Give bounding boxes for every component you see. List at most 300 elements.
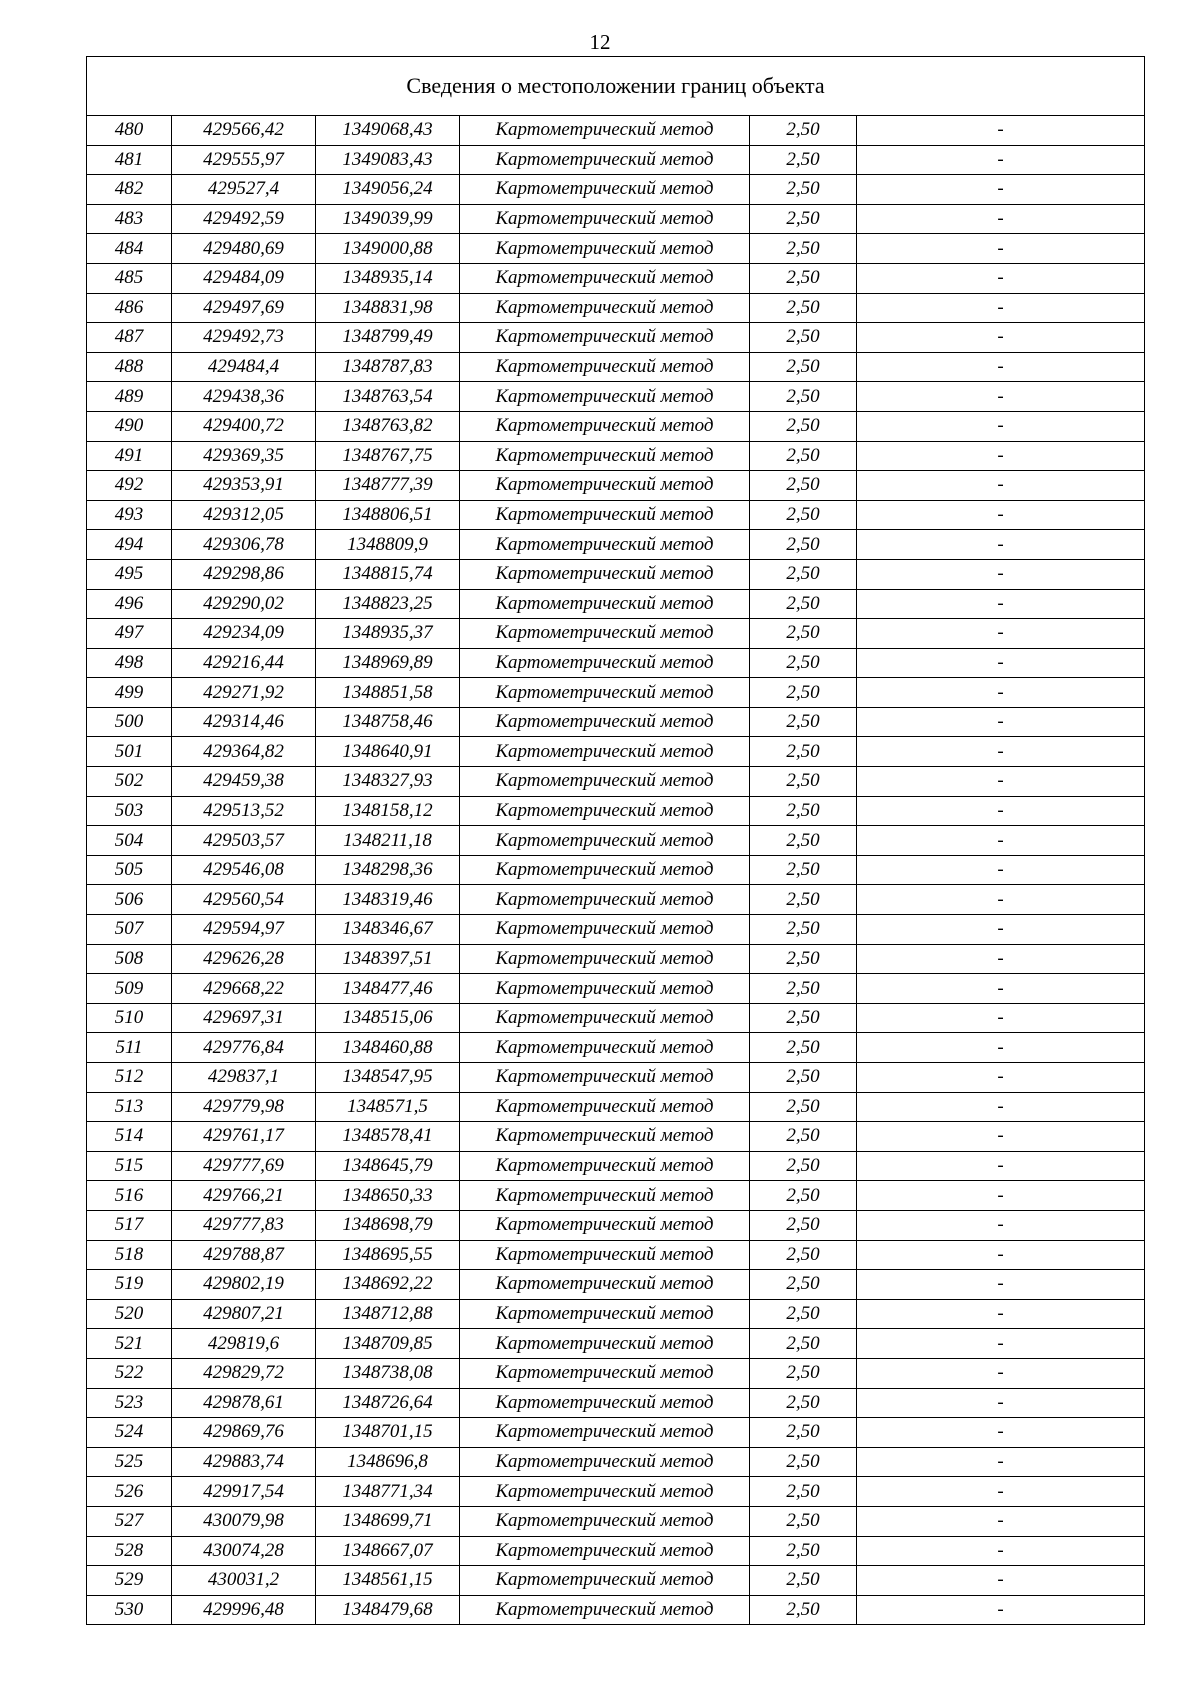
accuracy-cell: 2,50 bbox=[750, 263, 857, 293]
method-cell: Картометрический метод bbox=[460, 678, 750, 708]
method-cell: Картометрический метод bbox=[460, 1299, 750, 1329]
x-coordinate-cell: 430074,28 bbox=[172, 1536, 316, 1566]
description-cell: - bbox=[857, 619, 1145, 649]
method-cell: Картометрический метод bbox=[460, 1210, 750, 1240]
accuracy-cell: 2,50 bbox=[750, 1003, 857, 1033]
table-row bbox=[87, 885, 1145, 915]
accuracy-cell: 2,50 bbox=[750, 1033, 857, 1063]
method-cell: Картометрический метод bbox=[460, 1477, 750, 1507]
point-number-cell: 522 bbox=[87, 1358, 172, 1388]
method-cell: Картометрический метод bbox=[460, 1181, 750, 1211]
table-row bbox=[87, 915, 1145, 945]
method-cell: Картометрический метод bbox=[460, 1151, 750, 1181]
x-coordinate-cell: 430079,98 bbox=[172, 1506, 316, 1536]
x-coordinate-cell: 429697,31 bbox=[172, 1003, 316, 1033]
description-cell: - bbox=[857, 1240, 1145, 1270]
x-coordinate-cell: 429353,91 bbox=[172, 471, 316, 501]
point-number-cell: 481 bbox=[87, 145, 172, 175]
y-coordinate-cell: 1348823,25 bbox=[316, 589, 460, 619]
accuracy-cell: 2,50 bbox=[750, 204, 857, 234]
x-coordinate-cell: 429306,78 bbox=[172, 530, 316, 560]
accuracy-cell: 2,50 bbox=[750, 1418, 857, 1448]
table-row bbox=[87, 737, 1145, 767]
description-cell: - bbox=[857, 1506, 1145, 1536]
description-cell: - bbox=[857, 471, 1145, 501]
method-cell: Картометрический метод bbox=[460, 530, 750, 560]
x-coordinate-cell: 429788,87 bbox=[172, 1240, 316, 1270]
y-coordinate-cell: 1348771,34 bbox=[316, 1477, 460, 1507]
table-row bbox=[87, 1477, 1145, 1507]
y-coordinate-cell: 1348692,22 bbox=[316, 1270, 460, 1300]
y-coordinate-cell: 1349000,88 bbox=[316, 234, 460, 264]
method-cell: Картометрический метод bbox=[460, 826, 750, 856]
y-coordinate-cell: 1348158,12 bbox=[316, 796, 460, 826]
description-cell: - bbox=[857, 1092, 1145, 1122]
y-coordinate-cell: 1348696,8 bbox=[316, 1447, 460, 1477]
method-cell: Картометрический метод bbox=[460, 796, 750, 826]
method-cell: Картометрический метод bbox=[460, 352, 750, 382]
point-number-cell: 526 bbox=[87, 1477, 172, 1507]
accuracy-cell: 2,50 bbox=[750, 1358, 857, 1388]
accuracy-cell: 2,50 bbox=[750, 1151, 857, 1181]
x-coordinate-cell: 429626,28 bbox=[172, 944, 316, 974]
accuracy-cell: 2,50 bbox=[750, 737, 857, 767]
description-cell: - bbox=[857, 944, 1145, 974]
x-coordinate-cell: 429869,76 bbox=[172, 1418, 316, 1448]
table-row bbox=[87, 678, 1145, 708]
description-cell: - bbox=[857, 1299, 1145, 1329]
method-cell: Картометрический метод bbox=[460, 737, 750, 767]
method-cell: Картометрический метод bbox=[460, 855, 750, 885]
description-cell: - bbox=[857, 441, 1145, 471]
table-row bbox=[87, 1299, 1145, 1329]
y-coordinate-cell: 1348298,36 bbox=[316, 855, 460, 885]
method-cell: Картометрический метод bbox=[460, 145, 750, 175]
accuracy-cell: 2,50 bbox=[750, 500, 857, 530]
point-number-cell: 480 bbox=[87, 116, 172, 146]
method-cell: Картометрический метод bbox=[460, 915, 750, 945]
table-row bbox=[87, 1388, 1145, 1418]
description-cell: - bbox=[857, 530, 1145, 560]
point-number-cell: 524 bbox=[87, 1418, 172, 1448]
point-number-cell: 518 bbox=[87, 1240, 172, 1270]
y-coordinate-cell: 1348698,79 bbox=[316, 1210, 460, 1240]
accuracy-cell: 2,50 bbox=[750, 559, 857, 589]
method-cell: Картометрический метод bbox=[460, 116, 750, 146]
table-row bbox=[87, 263, 1145, 293]
point-number-cell: 521 bbox=[87, 1329, 172, 1359]
table-row bbox=[87, 1033, 1145, 1063]
method-cell: Картометрический метод bbox=[460, 441, 750, 471]
point-number-cell: 492 bbox=[87, 471, 172, 501]
description-cell: - bbox=[857, 885, 1145, 915]
description-cell: - bbox=[857, 767, 1145, 797]
table-row bbox=[87, 145, 1145, 175]
x-coordinate-cell: 429555,97 bbox=[172, 145, 316, 175]
method-cell: Картометрический метод bbox=[460, 1063, 750, 1093]
table-row bbox=[87, 1536, 1145, 1566]
point-number-cell: 489 bbox=[87, 382, 172, 412]
table-row bbox=[87, 352, 1145, 382]
method-cell: Картометрический метод bbox=[460, 1506, 750, 1536]
accuracy-cell: 2,50 bbox=[750, 1122, 857, 1152]
point-number-cell: 529 bbox=[87, 1566, 172, 1596]
method-cell: Картометрический метод bbox=[460, 234, 750, 264]
y-coordinate-cell: 1348650,33 bbox=[316, 1181, 460, 1211]
method-cell: Картометрический метод bbox=[460, 204, 750, 234]
x-coordinate-cell: 429484,09 bbox=[172, 263, 316, 293]
description-cell: - bbox=[857, 648, 1145, 678]
point-number-cell: 486 bbox=[87, 293, 172, 323]
y-coordinate-cell: 1348935,14 bbox=[316, 263, 460, 293]
point-number-cell: 487 bbox=[87, 323, 172, 353]
accuracy-cell: 2,50 bbox=[750, 411, 857, 441]
point-number-cell: 513 bbox=[87, 1092, 172, 1122]
table-row bbox=[87, 1418, 1145, 1448]
description-cell: - bbox=[857, 737, 1145, 767]
table-row bbox=[87, 826, 1145, 856]
accuracy-cell: 2,50 bbox=[750, 648, 857, 678]
accuracy-cell: 2,50 bbox=[750, 707, 857, 737]
point-number-cell: 519 bbox=[87, 1270, 172, 1300]
x-coordinate-cell: 429364,82 bbox=[172, 737, 316, 767]
description-cell: - bbox=[857, 234, 1145, 264]
description-cell: - bbox=[857, 293, 1145, 323]
description-cell: - bbox=[857, 1151, 1145, 1181]
y-coordinate-cell: 1348460,88 bbox=[316, 1033, 460, 1063]
description-cell: - bbox=[857, 204, 1145, 234]
accuracy-cell: 2,50 bbox=[750, 1388, 857, 1418]
table-row bbox=[87, 1151, 1145, 1181]
method-cell: Картометрический метод bbox=[460, 1418, 750, 1448]
point-number-cell: 520 bbox=[87, 1299, 172, 1329]
method-cell: Картометрический метод bbox=[460, 500, 750, 530]
description-cell: - bbox=[857, 1003, 1145, 1033]
description-cell: - bbox=[857, 323, 1145, 353]
description-cell: - bbox=[857, 263, 1145, 293]
point-number-cell: 514 bbox=[87, 1122, 172, 1152]
point-number-cell: 497 bbox=[87, 619, 172, 649]
table-row bbox=[87, 1122, 1145, 1152]
point-number-cell: 512 bbox=[87, 1063, 172, 1093]
accuracy-cell: 2,50 bbox=[750, 293, 857, 323]
description-cell: - bbox=[857, 382, 1145, 412]
accuracy-cell: 2,50 bbox=[750, 1299, 857, 1329]
method-cell: Картометрический метод bbox=[460, 974, 750, 1004]
point-number-cell: 491 bbox=[87, 441, 172, 471]
point-number-cell: 484 bbox=[87, 234, 172, 264]
accuracy-cell: 2,50 bbox=[750, 619, 857, 649]
y-coordinate-cell: 1348547,95 bbox=[316, 1063, 460, 1093]
method-cell: Картометрический метод bbox=[460, 648, 750, 678]
description-cell: - bbox=[857, 589, 1145, 619]
x-coordinate-cell: 429438,36 bbox=[172, 382, 316, 412]
accuracy-cell: 2,50 bbox=[750, 944, 857, 974]
y-coordinate-cell: 1348397,51 bbox=[316, 944, 460, 974]
method-cell: Картометрический метод bbox=[460, 382, 750, 412]
x-coordinate-cell: 429668,22 bbox=[172, 974, 316, 1004]
method-cell: Картометрический метод bbox=[460, 471, 750, 501]
method-cell: Картометрический метод bbox=[460, 1329, 750, 1359]
y-coordinate-cell: 1348758,46 bbox=[316, 707, 460, 737]
y-coordinate-cell: 1348699,71 bbox=[316, 1506, 460, 1536]
method-cell: Картометрический метод bbox=[460, 707, 750, 737]
point-number-cell: 502 bbox=[87, 767, 172, 797]
method-cell: Картометрический метод bbox=[460, 411, 750, 441]
method-cell: Картометрический метод bbox=[460, 1566, 750, 1596]
accuracy-cell: 2,50 bbox=[750, 1270, 857, 1300]
accuracy-cell: 2,50 bbox=[750, 915, 857, 945]
point-number-cell: 495 bbox=[87, 559, 172, 589]
x-coordinate-cell: 429314,46 bbox=[172, 707, 316, 737]
point-number-cell: 525 bbox=[87, 1447, 172, 1477]
description-cell: - bbox=[857, 855, 1145, 885]
table-row bbox=[87, 500, 1145, 530]
table-row bbox=[87, 855, 1145, 885]
x-coordinate-cell: 429837,1 bbox=[172, 1063, 316, 1093]
method-cell: Картометрический метод bbox=[460, 1270, 750, 1300]
x-coordinate-cell: 429492,59 bbox=[172, 204, 316, 234]
accuracy-cell: 2,50 bbox=[750, 471, 857, 501]
x-coordinate-cell: 429566,42 bbox=[172, 116, 316, 146]
table-row bbox=[87, 1566, 1145, 1596]
table-row bbox=[87, 382, 1145, 412]
method-cell: Картометрический метод bbox=[460, 1447, 750, 1477]
table-row bbox=[87, 234, 1145, 264]
accuracy-cell: 2,50 bbox=[750, 323, 857, 353]
point-number-cell: 515 bbox=[87, 1151, 172, 1181]
accuracy-cell: 2,50 bbox=[750, 1329, 857, 1359]
description-cell: - bbox=[857, 1418, 1145, 1448]
x-coordinate-cell: 429883,74 bbox=[172, 1447, 316, 1477]
table-row bbox=[87, 530, 1145, 560]
table-row bbox=[87, 1240, 1145, 1270]
table-row bbox=[87, 1003, 1145, 1033]
y-coordinate-cell: 1348815,74 bbox=[316, 559, 460, 589]
x-coordinate-cell: 429819,6 bbox=[172, 1329, 316, 1359]
accuracy-cell: 2,50 bbox=[750, 1181, 857, 1211]
description-cell: - bbox=[857, 1388, 1145, 1418]
y-coordinate-cell: 1348515,06 bbox=[316, 1003, 460, 1033]
y-coordinate-cell: 1348477,46 bbox=[316, 974, 460, 1004]
y-coordinate-cell: 1348935,37 bbox=[316, 619, 460, 649]
accuracy-cell: 2,50 bbox=[750, 441, 857, 471]
description-cell: - bbox=[857, 411, 1145, 441]
point-number-cell: 501 bbox=[87, 737, 172, 767]
accuracy-cell: 2,50 bbox=[750, 885, 857, 915]
y-coordinate-cell: 1348799,49 bbox=[316, 323, 460, 353]
point-number-cell: 527 bbox=[87, 1506, 172, 1536]
point-number-cell: 511 bbox=[87, 1033, 172, 1063]
description-cell: - bbox=[857, 145, 1145, 175]
accuracy-cell: 2,50 bbox=[750, 855, 857, 885]
point-number-cell: 490 bbox=[87, 411, 172, 441]
point-number-cell: 485 bbox=[87, 263, 172, 293]
table-row bbox=[87, 1447, 1145, 1477]
accuracy-cell: 2,50 bbox=[750, 116, 857, 146]
method-cell: Картометрический метод bbox=[460, 263, 750, 293]
y-coordinate-cell: 1349039,99 bbox=[316, 204, 460, 234]
x-coordinate-cell: 429776,84 bbox=[172, 1033, 316, 1063]
table-body bbox=[87, 116, 1145, 1625]
point-number-cell: 496 bbox=[87, 589, 172, 619]
description-cell: - bbox=[857, 1358, 1145, 1388]
table-row bbox=[87, 204, 1145, 234]
y-coordinate-cell: 1348969,89 bbox=[316, 648, 460, 678]
x-coordinate-cell: 429761,17 bbox=[172, 1122, 316, 1152]
y-coordinate-cell: 1348571,5 bbox=[316, 1092, 460, 1122]
table-row bbox=[87, 1181, 1145, 1211]
accuracy-cell: 2,50 bbox=[750, 530, 857, 560]
y-coordinate-cell: 1349083,43 bbox=[316, 145, 460, 175]
y-coordinate-cell: 1348479,68 bbox=[316, 1595, 460, 1625]
point-number-cell: 530 bbox=[87, 1595, 172, 1625]
point-number-cell: 494 bbox=[87, 530, 172, 560]
table-row bbox=[87, 441, 1145, 471]
y-coordinate-cell: 1348640,91 bbox=[316, 737, 460, 767]
method-cell: Картометрический метод bbox=[460, 944, 750, 974]
method-cell: Картометрический метод bbox=[460, 885, 750, 915]
x-coordinate-cell: 429546,08 bbox=[172, 855, 316, 885]
method-cell: Картометрический метод bbox=[460, 1003, 750, 1033]
x-coordinate-cell: 429312,05 bbox=[172, 500, 316, 530]
point-number-cell: 498 bbox=[87, 648, 172, 678]
y-coordinate-cell: 1348787,83 bbox=[316, 352, 460, 382]
table-row bbox=[87, 1210, 1145, 1240]
method-cell: Картометрический метод bbox=[460, 1122, 750, 1152]
x-coordinate-cell: 429369,35 bbox=[172, 441, 316, 471]
x-coordinate-cell: 429216,44 bbox=[172, 648, 316, 678]
x-coordinate-cell: 429513,52 bbox=[172, 796, 316, 826]
point-number-cell: 516 bbox=[87, 1181, 172, 1211]
description-cell: - bbox=[857, 1536, 1145, 1566]
x-coordinate-cell: 429484,4 bbox=[172, 352, 316, 382]
table-row bbox=[87, 1506, 1145, 1536]
description-cell: - bbox=[857, 500, 1145, 530]
y-coordinate-cell: 1348767,75 bbox=[316, 441, 460, 471]
x-coordinate-cell: 429298,86 bbox=[172, 559, 316, 589]
y-coordinate-cell: 1348851,58 bbox=[316, 678, 460, 708]
point-number-cell: 508 bbox=[87, 944, 172, 974]
table-row bbox=[87, 1358, 1145, 1388]
table-row bbox=[87, 175, 1145, 205]
table-row bbox=[87, 1063, 1145, 1093]
x-coordinate-cell: 429527,4 bbox=[172, 175, 316, 205]
point-number-cell: 500 bbox=[87, 707, 172, 737]
x-coordinate-cell: 429459,38 bbox=[172, 767, 316, 797]
table-row bbox=[87, 944, 1145, 974]
x-coordinate-cell: 430031,2 bbox=[172, 1566, 316, 1596]
x-coordinate-cell: 429777,69 bbox=[172, 1151, 316, 1181]
x-coordinate-cell: 429996,48 bbox=[172, 1595, 316, 1625]
point-number-cell: 509 bbox=[87, 974, 172, 1004]
y-coordinate-cell: 1348561,15 bbox=[316, 1566, 460, 1596]
table-row bbox=[87, 471, 1145, 501]
table-row bbox=[87, 293, 1145, 323]
accuracy-cell: 2,50 bbox=[750, 1447, 857, 1477]
description-cell: - bbox=[857, 352, 1145, 382]
y-coordinate-cell: 1348578,41 bbox=[316, 1122, 460, 1152]
table-row bbox=[87, 974, 1145, 1004]
method-cell: Картометрический метод bbox=[460, 589, 750, 619]
accuracy-cell: 2,50 bbox=[750, 1536, 857, 1566]
description-cell: - bbox=[857, 1447, 1145, 1477]
accuracy-cell: 2,50 bbox=[750, 382, 857, 412]
accuracy-cell: 2,50 bbox=[750, 1477, 857, 1507]
point-number-cell: 505 bbox=[87, 855, 172, 885]
table-row bbox=[87, 116, 1145, 146]
method-cell: Картометрический метод bbox=[460, 323, 750, 353]
accuracy-cell: 2,50 bbox=[750, 1092, 857, 1122]
description-cell: - bbox=[857, 1566, 1145, 1596]
x-coordinate-cell: 429779,98 bbox=[172, 1092, 316, 1122]
x-coordinate-cell: 429503,57 bbox=[172, 826, 316, 856]
y-coordinate-cell: 1349056,24 bbox=[316, 175, 460, 205]
table-row bbox=[87, 589, 1145, 619]
description-cell: - bbox=[857, 1181, 1145, 1211]
accuracy-cell: 2,50 bbox=[750, 175, 857, 205]
accuracy-cell: 2,50 bbox=[750, 974, 857, 1004]
y-coordinate-cell: 1348667,07 bbox=[316, 1536, 460, 1566]
point-number-cell: 503 bbox=[87, 796, 172, 826]
x-coordinate-cell: 429802,19 bbox=[172, 1270, 316, 1300]
y-coordinate-cell: 1348327,93 bbox=[316, 767, 460, 797]
accuracy-cell: 2,50 bbox=[750, 1210, 857, 1240]
y-coordinate-cell: 1348211,18 bbox=[316, 826, 460, 856]
point-number-cell: 506 bbox=[87, 885, 172, 915]
y-coordinate-cell: 1348831,98 bbox=[316, 293, 460, 323]
y-coordinate-cell: 1349068,43 bbox=[316, 116, 460, 146]
y-coordinate-cell: 1348777,39 bbox=[316, 471, 460, 501]
table-row bbox=[87, 767, 1145, 797]
y-coordinate-cell: 1348709,85 bbox=[316, 1329, 460, 1359]
description-cell: - bbox=[857, 826, 1145, 856]
accuracy-cell: 2,50 bbox=[750, 1063, 857, 1093]
point-number-cell: 510 bbox=[87, 1003, 172, 1033]
accuracy-cell: 2,50 bbox=[750, 145, 857, 175]
y-coordinate-cell: 1348701,15 bbox=[316, 1418, 460, 1448]
x-coordinate-cell: 429807,21 bbox=[172, 1299, 316, 1329]
method-cell: Картометрический метод bbox=[460, 559, 750, 589]
table-row bbox=[87, 1329, 1145, 1359]
table-row bbox=[87, 411, 1145, 441]
method-cell: Картометрический метод bbox=[460, 293, 750, 323]
x-coordinate-cell: 429777,83 bbox=[172, 1210, 316, 1240]
point-number-cell: 517 bbox=[87, 1210, 172, 1240]
method-cell: Картометрический метод bbox=[460, 175, 750, 205]
method-cell: Картометрический метод bbox=[460, 1240, 750, 1270]
table-row bbox=[87, 1595, 1145, 1625]
accuracy-cell: 2,50 bbox=[750, 589, 857, 619]
table-row bbox=[87, 323, 1145, 353]
description-cell: - bbox=[857, 1063, 1145, 1093]
description-cell: - bbox=[857, 1595, 1145, 1625]
method-cell: Картометрический метод bbox=[460, 1536, 750, 1566]
y-coordinate-cell: 1348809,9 bbox=[316, 530, 460, 560]
description-cell: - bbox=[857, 974, 1145, 1004]
point-number-cell: 483 bbox=[87, 204, 172, 234]
point-number-cell: 504 bbox=[87, 826, 172, 856]
accuracy-cell: 2,50 bbox=[750, 1506, 857, 1536]
x-coordinate-cell: 429290,02 bbox=[172, 589, 316, 619]
point-number-cell: 499 bbox=[87, 678, 172, 708]
y-coordinate-cell: 1348806,51 bbox=[316, 500, 460, 530]
accuracy-cell: 2,50 bbox=[750, 796, 857, 826]
x-coordinate-cell: 429878,61 bbox=[172, 1388, 316, 1418]
x-coordinate-cell: 429766,21 bbox=[172, 1181, 316, 1211]
point-number-cell: 488 bbox=[87, 352, 172, 382]
description-cell: - bbox=[857, 707, 1145, 737]
